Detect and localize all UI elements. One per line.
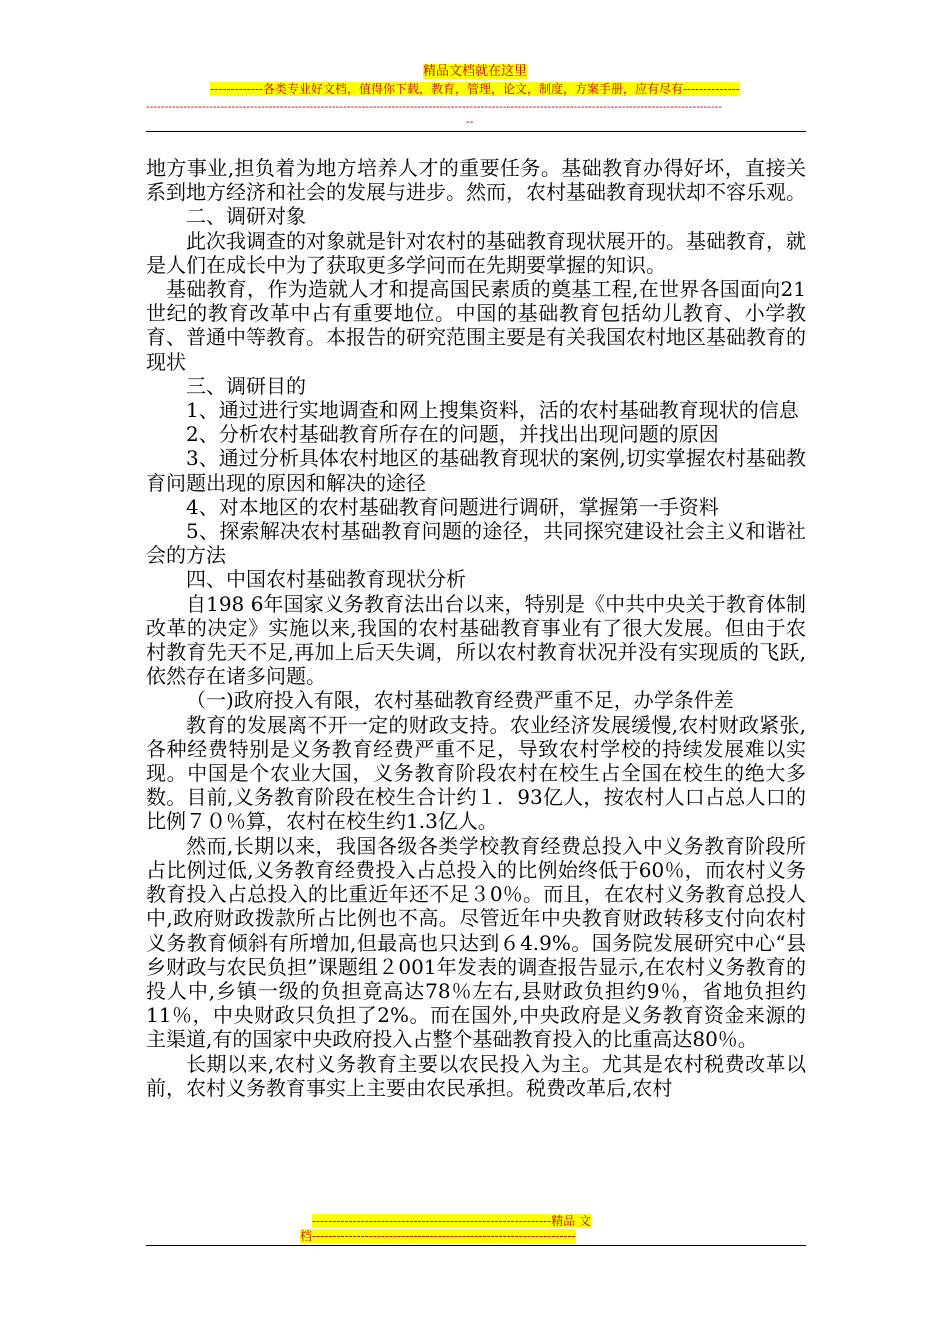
footer-line-1: -----------------------------------------------------------精品 文 <box>312 1214 592 1228</box>
header-dash-line: ----------------------------------------------------------------------------------------------------------------------------------------------------------- <box>146 100 723 113</box>
header-subtitle <box>0 82 950 97</box>
paragraph-since-1986: 自198 6年国家义务教育法出台以来，特别是《中共中央关于教育体制改革的决定》实施以来,我国的农村基础教育事业有了很大发展。但由于农村教育先天不足,再加上后天失调，所以农村教育状况并没有实现质的飞跃,依然存在诸多问题。 <box>146 591 806 689</box>
header-rule <box>146 131 806 132</box>
list-item-purpose-1: 1、通过进行实地调查和网上搜集资料，活的农村基础教育现状的信息 <box>186 398 799 423</box>
list-item-purpose-5: 5、探索解决农村基础教育问题的途径，共同探究建设社会主义和谐社会的方法 <box>146 519 806 568</box>
document-body <box>146 156 806 1100</box>
header-title-text: 精品文档就在这里 <box>422 64 527 79</box>
subheading-funding: （一)政府投入有限，农村基础教育经费严重不足，办学条件差 <box>186 688 734 713</box>
header-title <box>0 64 950 80</box>
paragraph-research-object: 此次我调查的对象就是针对农村的基础教育现状展开的。基础教育，就是人们在成长中为了获取更多学问而在先期要掌握的知识。 <box>146 228 806 277</box>
header-dash-tail: -- <box>466 115 474 128</box>
paragraph-funding-ratio: 然而,长期以来，我国各级各类学校教育经费总投入中义务教育阶段所占比例过低,义务教育经费投入占总投入的比例始终低于60％，而农村义务教育投入占总投入的比重近年还不足３0％。而且，在农村义务教育总投人中,政府财政拨款所占比例也不高。尽管近年中央教育财政转移支付向农村义务教育倾斜有所增加,但最高也只达到６4.9%。国务院发展研究中心“县乡财政与农民负担”课题组２001年发表的调查报告显示,在农村义务教育的投人中,乡镇一级的负担竟高达78％左右,县财政负担约9％，省地负担约11％，中央财政只负担了2%。而在国外,中央政府是义务教育资金来源的主渠道,有的国家中央政府投入占整个基础教育投入的比重高达80％。 <box>146 833 806 1052</box>
heading-research-purpose: 三、调研目的 <box>186 373 306 398</box>
list-item-purpose-4: 4、对本地区的农村基础教育问题进行调研，掌握第一手资料 <box>186 494 719 519</box>
heading-research-object: 二、调研对象 <box>186 204 306 229</box>
list-item-purpose-3: 3、通过分析具体农村地区的基础教育现状的案例,切实掌握农村基础教育问题出现的原因和解决的途径 <box>146 446 806 495</box>
paragraph-farmer-investment: 长期以来,农村义务教育主要以农民投入为主。尤其是农村税费改革以前，农村义务教育事实上主要由农民承担。税费改革后,农村 <box>146 1051 806 1100</box>
heading-status-analysis: 四、中国农村基础教育现状分析 <box>186 567 466 592</box>
paragraph-financial-support: 教育的发展离不开一定的财政支持。农业经济发展缓慢,农村财政紧张,各种经费特别是义务教育经费严重不足，导致农村学校的持续发展难以实现。中国是个农业大国，义务教育阶段农村在校生占全国在校生的绝大多数。目前,义务教育阶段在校生合计约１．93亿人，按农村人口占总人口的比例７０％算，农村在校生约1.3亿人。 <box>146 712 806 834</box>
footer-rule <box>146 1245 806 1246</box>
paragraph-basic-education: 基础教育，作为造就人才和提高国民素质的奠基工程,在世界各国面向21世纪的教育改革中占有重要地位。中国的基础教育包括幼儿教育、小学教育、普通中等教育。本报告的研究范围主要是有关我国农村地区基础教育的现状 <box>146 277 806 374</box>
footer-line-2: 档----------------------------------------------------------------- <box>300 1229 576 1243</box>
header-subtitle-text: -------------各类专业好文档，值得你下载，教育，管理，论文，制度，方案手册，应有尽有-------------- <box>210 82 740 96</box>
footer <box>300 1214 800 1244</box>
paragraph-intro: 地方事业,担负着为地方培养人才的重要任务。基础教育办得好坏，直接关系到地方经济和社会的发展与进步。然而，农村基础教育现状却不容乐观。 <box>146 156 806 205</box>
list-item-purpose-2: 2、分析农村基础教育所存在的问题，并找出出现问题的原因 <box>186 422 719 447</box>
